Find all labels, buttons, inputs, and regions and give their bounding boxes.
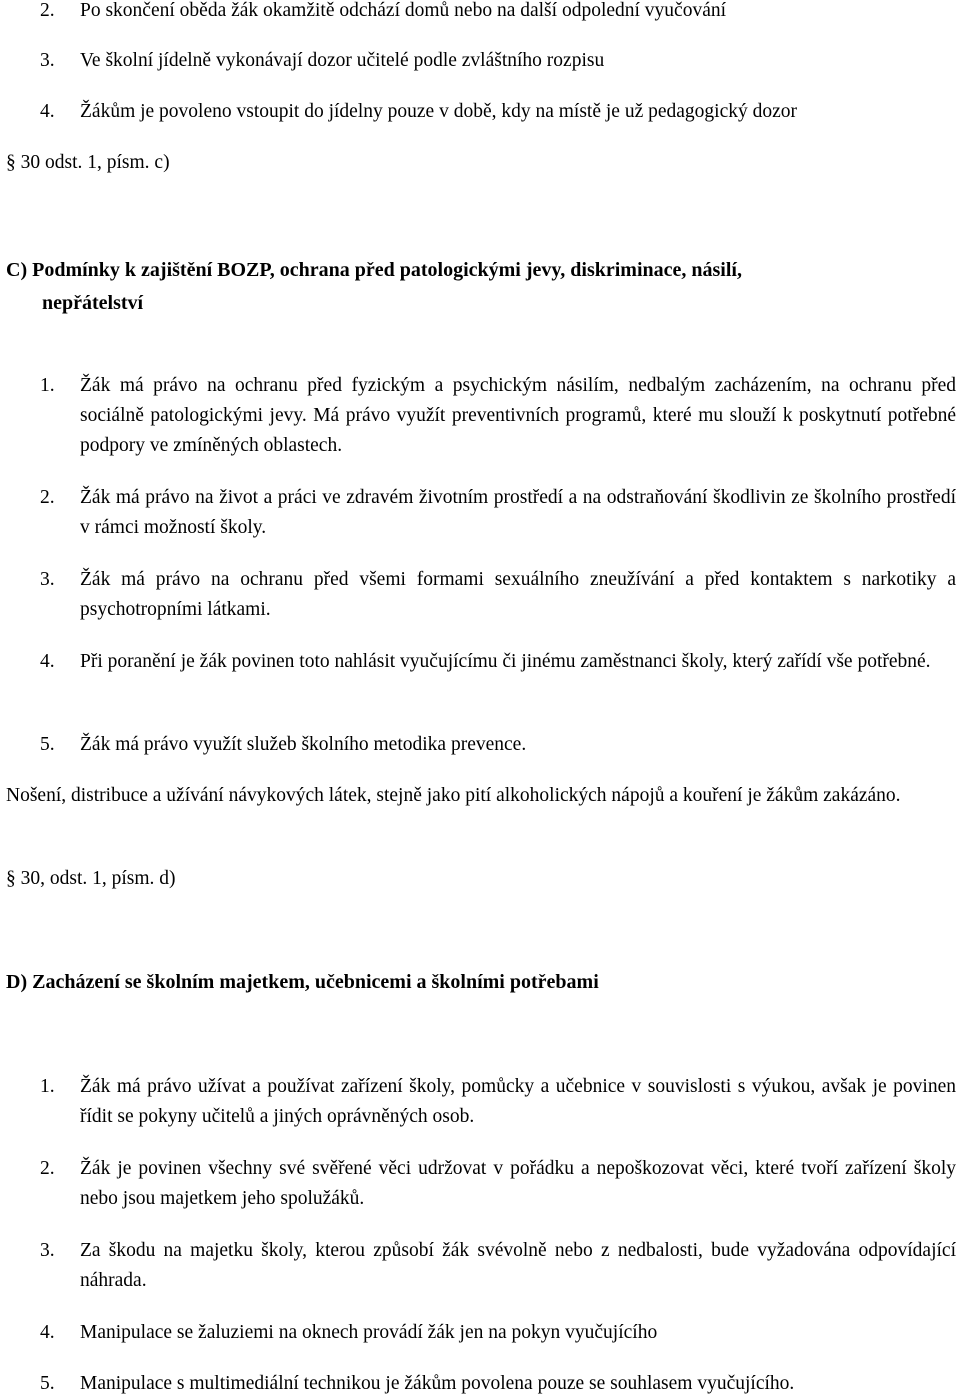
list-text: Při poranění je žák povinen toto nahlásit vyučujícímu či jinému zaměstnanci školy, který zařídí vše potřebné.: [80, 651, 931, 672]
list-text: Žák má právo na ochranu před fyzickým a psychickým násilím, nedbalým zacházením, na ochranu před sociálně patologickými jevy. Má právo využít preventivních programů, které mu slouží k poskytnutí potřebné podpory ve zmíněných oblastech.: [80, 375, 956, 456]
list-text: Žák má právo užívat a používat zařízení školy, pomůcky a učebnice v souvislosti s výukou, avšak je povinen řídit se pokyny učitelů a jiných oprávněných osob.: [80, 1076, 956, 1127]
list-number: 4.: [40, 101, 55, 122]
list-number: 2.: [40, 487, 55, 508]
list-number: 1.: [40, 375, 55, 396]
section-heading: D) Zacházení se školním majetkem, učebnicemi a školními potřebami: [6, 971, 599, 993]
section-heading: C) Podmínky k zajištění BOZP, ochrana před patologickými jevy, diskriminace, násilí,: [6, 259, 742, 281]
list-number: 2.: [40, 1158, 55, 1179]
list-number: 2.: [40, 0, 55, 21]
list-text: Manipulace s multimediální technikou je žákům povolena pouze se souhlasem vyučujícího.: [80, 1373, 795, 1394]
list-number: 5.: [40, 1373, 55, 1394]
list-text: Ve školní jídelně vykonávají dozor učitelé podle zvláštního rozpisu: [80, 50, 605, 71]
list-number: 3.: [40, 569, 55, 590]
list-text: Po skončení oběda žák okamžitě odchází domů nebo na další odpolední vyučování: [80, 0, 727, 21]
paragraph: Nošení, distribuce a užívání návykových látek, stejně jako pití alkoholických nápojů a kouření je žákům zakázáno.: [6, 785, 901, 806]
list-text: Žák má právo na život a práci ve zdravém životním prostředí a na odstraňování škodlivin ze školního prostředí v rámci možností školy.: [80, 487, 956, 538]
list-text: Žák má právo na ochranu před všemi formami sexuálního zneužívání a před kontaktem s narkotiky a psychotropními látkami.: [80, 569, 956, 620]
list-text: Za škodu na majetku školy, kterou způsobí žák svévolně nebo z nedbalosti, bude vyžadována odpovídající náhrada.: [80, 1240, 956, 1291]
list-text: Žákům je povoleno vstoupit do jídelny pouze v době, kdy na místě je už pedagogický dozor: [80, 101, 798, 122]
legal-reference: § 30, odst. 1, písm. d): [6, 868, 176, 889]
list-number: 1.: [40, 1076, 55, 1097]
list-number: 4.: [40, 1322, 55, 1343]
list-number: 5.: [40, 734, 55, 755]
list-number: 3.: [40, 50, 55, 71]
legal-reference: § 30 odst. 1, písm. c): [6, 152, 170, 173]
list-text: Žák má právo využít služeb školního metodika prevence.: [80, 734, 527, 755]
list-text: Manipulace se žaluziemi na oknech provádí žák jen na pokyn vyučujícího: [80, 1322, 658, 1343]
list-number: 4.: [40, 651, 55, 672]
list-text: Žák je povinen všechny své svěřené věci udržovat v pořádku a nepoškozovat věci, které tvoří zařízení školy nebo jsou majetkem jeho spolužáků.: [80, 1158, 956, 1209]
section-heading-continued: nepřátelství: [42, 292, 144, 314]
list-number: 3.: [40, 1240, 55, 1261]
